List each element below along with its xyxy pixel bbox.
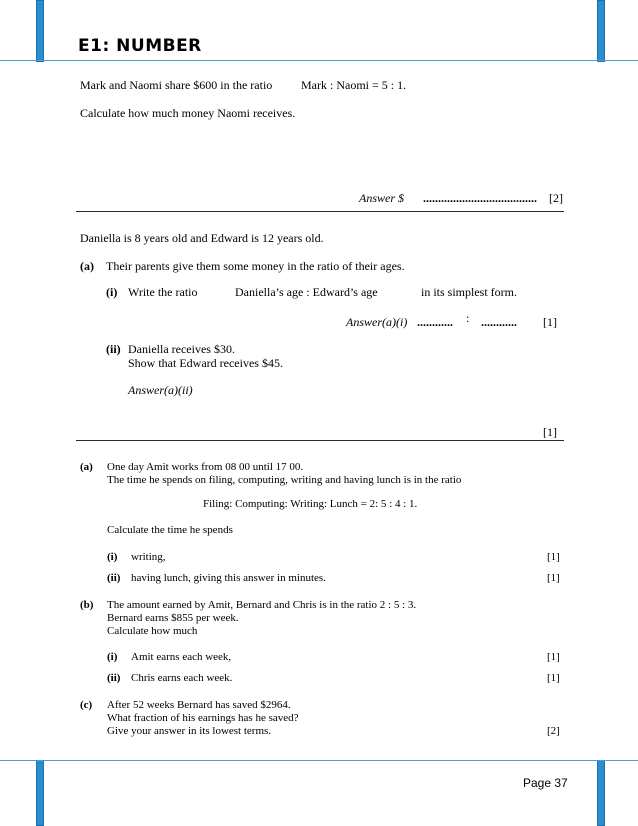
right-top-sidebar [597,0,605,62]
q3-c-line1: After 52 weeks Bernard has saved $2964. [107,699,291,711]
q3-b-ii-label: (ii) [107,672,121,684]
page-title: E1: NUMBER [78,36,202,56]
q2-answer-ai-dots-2[interactable]: ............ [481,315,517,329]
q2-sub-ii-label: (ii) [106,342,121,356]
q3-a-i-marks: [1] [547,551,560,563]
q3-a-calc: Calculate the time he spends [107,524,233,536]
page-number: Page 37 [523,776,568,790]
q3-c-label: (c) [80,699,93,711]
q2-intro: Daniella is 8 years old and Edward is 12 years old. [80,231,324,245]
section-divider-2 [76,440,564,441]
q2-sub-i-tail: in its simplest form. [421,285,517,299]
q3-a-line1: One day Amit works from 08 00 until 17 00. [107,461,304,473]
q2-answer-aii-label: Answer(a)(ii) [128,383,193,397]
right-bottom-sidebar [597,760,605,826]
q3-a-line2: The time he spends on filing, computing, writing and having lunch is in the ratio [107,474,462,486]
q3-b-i-text: Amit earns each week, [131,651,232,663]
q3-b-line3: Calculate how much [107,625,198,637]
q3-a-i-label: (i) [107,551,118,563]
q1-marks: [2] [549,191,563,205]
q2-answer-ai-dots-1[interactable]: ............ [417,315,453,329]
q1-answer-label: Answer $ [359,191,404,205]
q2-answer-ai-label: Answer(a)(i) [346,315,408,329]
q3-c-line2: What fraction of his earnings has he saved? [107,712,299,724]
q2-sub-ii-line1: Daniella receives $30. [128,342,235,356]
q3-b-line1: The amount earned by Amit, Bernard and Chris is in the ratio 2 : 5 : 3. [107,599,417,611]
q2-sub-ii-line2: Show that Edward receives $45. [128,356,283,370]
q3-a-ii-text: having lunch, giving this answer in minutes. [131,572,326,584]
footer-rule [0,760,638,761]
q3-a-label: (a) [80,461,93,473]
q2-marks-aii: [1] [543,425,557,439]
q3-b-ii-marks: [1] [547,672,560,684]
q3-c-marks: [2] [547,725,560,737]
q3-a-i-text: writing, [131,551,166,563]
left-bottom-sidebar [36,760,44,826]
q3-c-line3: Give your answer in its lowest terms. [107,725,272,737]
q3-b-line2: Bernard earns $855 per week. [107,612,239,624]
q2-sub-i-label: (i) [106,285,118,299]
q3-a-ii-label: (ii) [107,572,121,584]
q2-sub-i-ratio: Daniella’s age : Edward’s age [235,285,378,299]
q1-line1-a: Mark and Naomi share $600 in the ratio [80,78,273,92]
q3-a-ratio: Filing: Computing: Writing: Lunch = 2: 5 : 4 : 1. [203,498,418,510]
q2-part-a-label: (a) [80,259,94,273]
q1-line2: Calculate how much money Naomi receives. [80,106,296,120]
q3-b-i-marks: [1] [547,651,560,663]
q2-part-a-text: Their parents give them some money in the ratio of their ages. [106,259,405,273]
q1-line1-b: Mark : Naomi = 5 : 1. [301,78,407,92]
q1-answer-dots[interactable]: ...................................... [423,191,537,205]
q2-marks-ai: [1] [543,315,557,329]
header-rule [0,60,638,61]
q2-sub-i-text: Write the ratio [128,285,198,299]
left-top-sidebar [36,0,44,62]
q3-b-ii-text: Chris earns each week. [131,672,233,684]
section-divider-1 [76,211,564,212]
q2-answer-ai-colon: : [466,311,470,325]
q3-a-ii-marks: [1] [547,572,560,584]
q3-b-i-label: (i) [107,651,118,663]
q3-b-label: (b) [80,599,94,611]
